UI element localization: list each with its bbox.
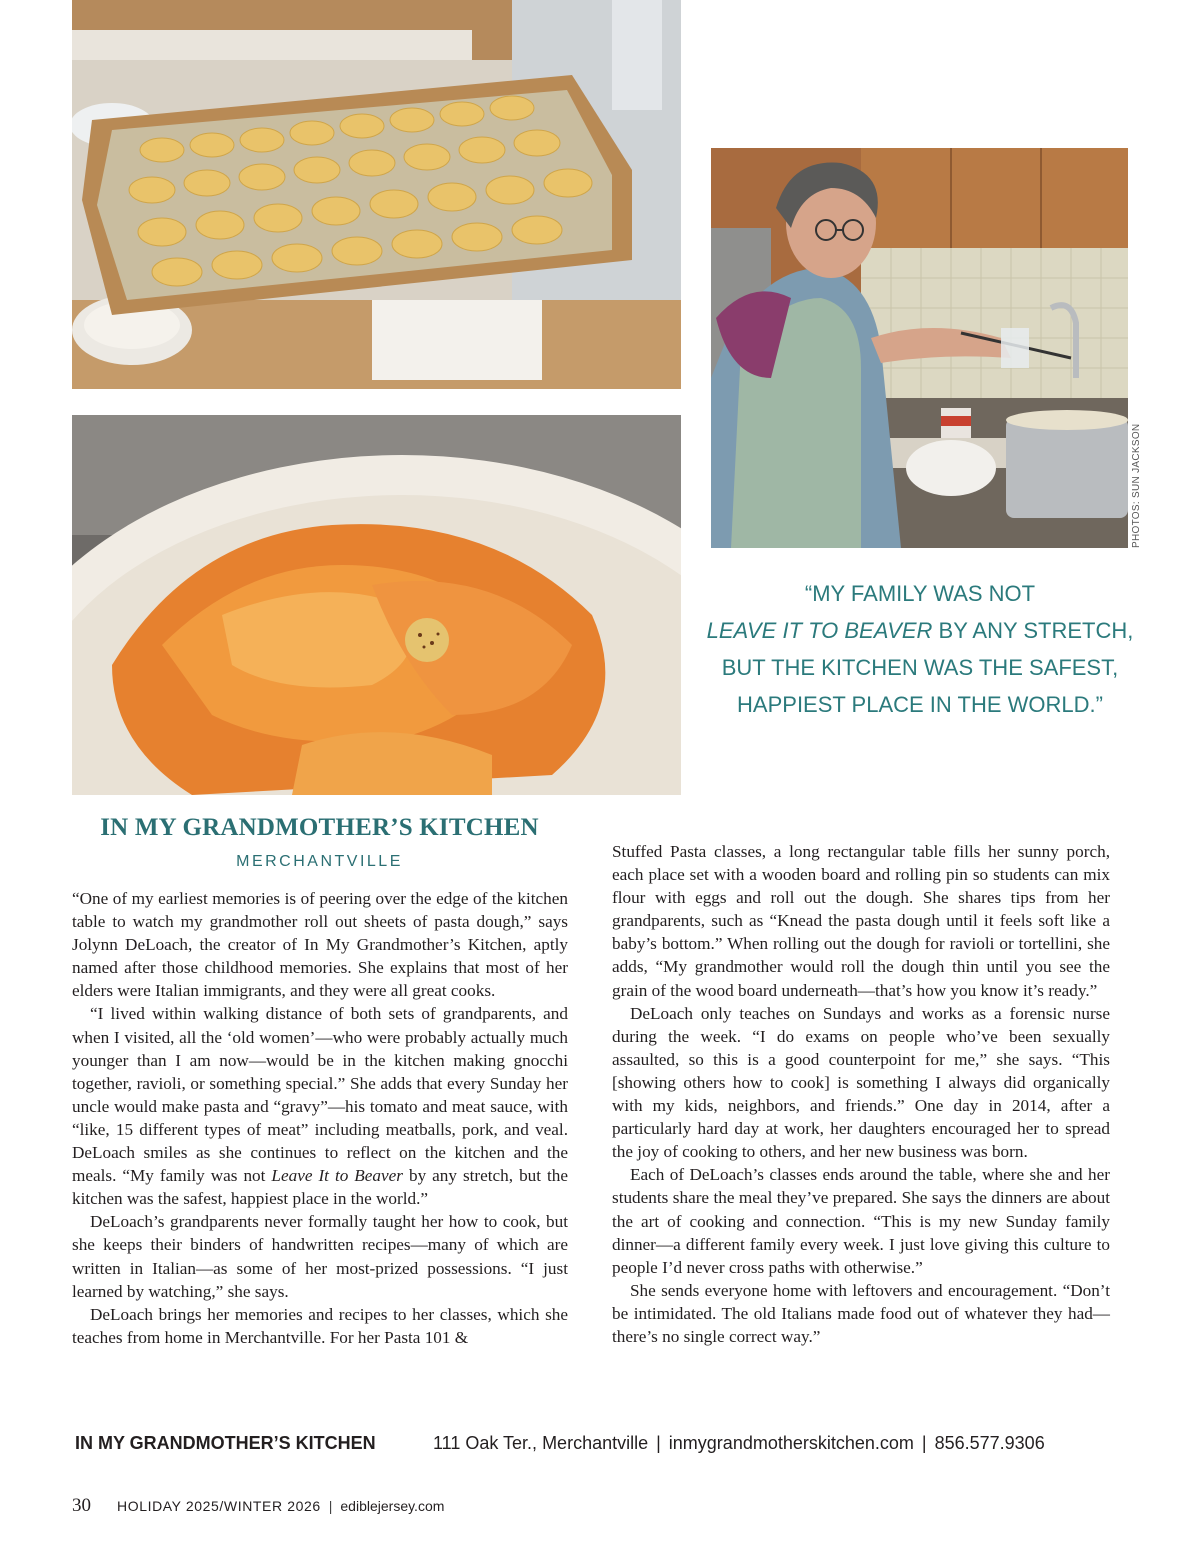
pull-quote-line bbox=[700, 612, 1140, 649]
article-title: IN MY GRANDMOTHER’S KITCHEN bbox=[100, 814, 539, 841]
photo-credit: PHOTOS: SUN JACKSON bbox=[1131, 423, 1142, 548]
article-paragraph: DeLoach’s grandparents never formally taught her how to cook, but she keeps their binders of handwritten recipes—many of which are written in Italian—as some of her most-prized possessions. “I just learned by watching,” she says. bbox=[72, 1212, 568, 1301]
business-phone: 856.577.9306 bbox=[934, 1433, 1045, 1453]
article-paragraph bbox=[72, 1002, 568, 1210]
pull-quote bbox=[700, 575, 1140, 723]
paragraph-text: DeLoach brings her memories and recipes to her classes, which she teaches from home in Merchantville. For her Pasta 101 & bbox=[72, 1304, 568, 1347]
photo-plated-ravioli bbox=[72, 415, 681, 795]
article-paragraph: “One of my earliest memories is of peering over the edge of the kitchen table to watch my grandmother roll out sheets of pasta dough,” says Jolynn DeLoach, the creator of In My Grandmother’s Kitchen, aptly named after those childhood memories. She explains that most of her elders were Italian immigrants, and they were all great cooks. bbox=[72, 889, 568, 1001]
article-column-left bbox=[72, 887, 568, 1349]
paragraph-text: “I lived within walking distance of both sets of grandparents, and when I visited, all the ‘old women’—who were probably actually much younger than I am now—would be in the kitchen making gnocchi together, ravioli, or something special.” She adds that every Sunday her uncle would make pasta and “gravy”—his tomato and meat sauce, with “like, 15 different types of meat” including meatballs, pork, and veal. DeLoach smiles as she continues to reflect on the kitchen and the meals. “My family was not bbox=[72, 1004, 568, 1186]
article-column-right bbox=[612, 840, 1110, 1348]
paragraph-text: Stuffed Pasta classes, a long rectangular table fills her sunny porch, each place set with a wooden board and rolling pin so students can mix flour with eggs and roll out the dough. She shares tips from her grandparents, such as “Knead the pasta dough until it feels soft like a baby’s bottom.” When rolling out the dough for ravioli or tortellini, she adds, “My grandmother would roll the dough thin until you see the grain of the wood board underneath—that’s how you know it’s ready.” bbox=[612, 842, 1110, 1000]
issue-label: HOLIDAY 2025/WINTER 2026 bbox=[117, 1498, 321, 1514]
separator: | bbox=[328, 1498, 333, 1514]
pull-quote-line: HAPPIEST PLACE IN THE WORLD.” bbox=[737, 692, 1103, 717]
page-folio bbox=[72, 1495, 444, 1517]
separator: | bbox=[656, 1433, 661, 1453]
article-location: MERCHANTVILLE bbox=[236, 853, 403, 870]
photo-ravioli-drying-tray bbox=[72, 0, 681, 389]
business-website-link[interactable]: inmygrandmotherskitchen.com bbox=[668, 1433, 914, 1453]
business-name: IN MY GRANDMOTHER’S KITCHEN bbox=[75, 1433, 376, 1453]
business-info-bar bbox=[75, 1433, 1125, 1454]
pull-quote-line-rest: BY ANY STRETCH, bbox=[932, 618, 1134, 643]
article-paragraph: DeLoach only teaches on Sundays and works as a forensic nurse during the week. “I do exams on people who’ve been sexually assaulted, so this is a good counterpoint for me,” she says. “This [showing others how to cook] is something I always did organically with my kids, neighbors, and friends.” One day in 2014, after a particularly hard day at work, her daughters encouraged her to spread the joy of cooking to others, and her new business was born. bbox=[612, 1003, 1110, 1162]
article-paragraph: She sends everyone home with leftovers and encouragement. “Don’t be intimidated. The old Italians made food out of whatever they had—there’s no single correct way.” bbox=[612, 1280, 1110, 1346]
page-number: 30 bbox=[72, 1495, 91, 1516]
separator: | bbox=[921, 1433, 927, 1453]
pull-quote-line: “MY FAMILY WAS NOT bbox=[804, 581, 1036, 606]
paragraph-text: by any stretch, but the kitchen was the safest, happiest place in the world.” bbox=[72, 1166, 569, 1209]
article-paragraph: Each of DeLoach’s classes ends around the table, where she and her students share the meal they’ve prepared. She says the dinners are about the art of cooking and connection. “This is my new Sunday family dinner—a different family every week. I just love giving this culture to people I’d never cross paths with otherwise.” bbox=[612, 1165, 1110, 1277]
site-link[interactable]: ediblejersey.com bbox=[340, 1498, 445, 1514]
book-title: Leave It to Beaver bbox=[271, 1166, 403, 1186]
business-address: 111 Oak Ter., Merchantville bbox=[433, 1433, 649, 1453]
article-paragraph-continued bbox=[612, 840, 1110, 1002]
photo-cook-at-stove bbox=[711, 148, 1128, 548]
pull-quote-line: BUT THE KITCHEN WAS THE SAFEST, bbox=[721, 655, 1119, 680]
article-paragraph-split bbox=[72, 1303, 568, 1349]
pull-quote-book-title: LEAVE IT TO BEAVER bbox=[706, 618, 933, 643]
